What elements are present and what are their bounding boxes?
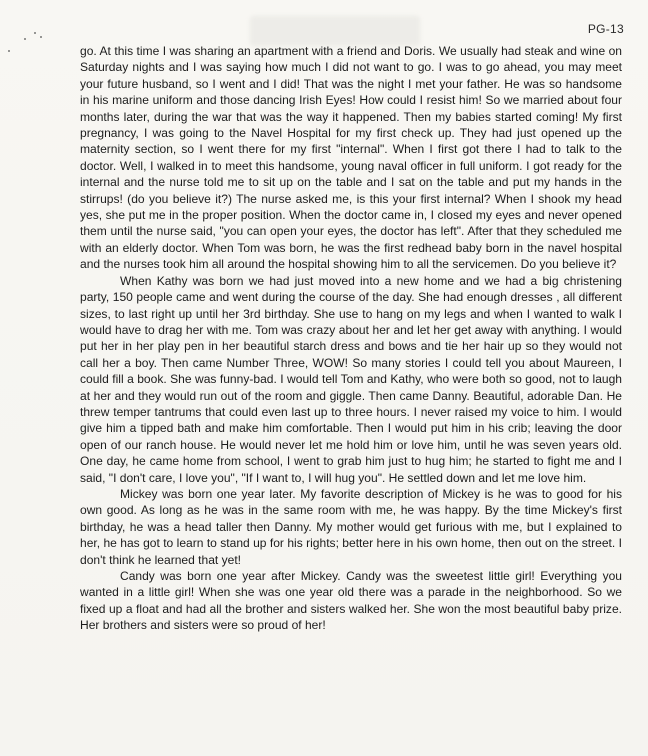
paragraph: Mickey was born one year later. My favorite description of Mickey is he was to good for his own good. As long as he was in the same room with me, he was happy. By the time Mickey's first birthday, he was a head taller then Danny. My mother would get furious with me, but I explained to her, he has got to learn to stand up for his rights; better here in his own home, then out on the street. I don't think he learned that yet! xyxy=(80,486,622,567)
scan-speck xyxy=(34,32,36,34)
paragraph: When Kathy was born we had just moved into a new home and we had a big christening party, 150 people came and went during the course of the day. She had enough dresses , all different sizes, to last right up until her 3rd birthday. She use to hang on my legs and when I wanted to walk I would have to drag her with me. Tom was crazy about her and let her get away with anything. I would put her in her play pen in her beautiful starch dress and bows and tie her hair up so they would not call her a boy. Then came Number Three, WOW! So many stories I could tell you about Maureen, I could fill a book. She was funny-bad. I would tell Tom and Kathy, who were both so good, not to laugh at her and they would run out of the room and giggle. Then came Danny. Beautiful, adorable Dan. He threw temper tantrums that could even last up to three hours. I never raised my voice to him. I would give him a tipped bath and make him comfortable. Then I would put him in his crib; leaving the door open of our ranch house. He would never let me hold him or love him, until he was seven years old. One day, he came home from school, I went to grab him just to hug him; he started to fight me and I said, "I don't care, I love you", "If I want to, I will hug you". He settled down and let me love him. xyxy=(80,273,622,485)
paragraph: Candy was born one year after Mickey. Candy was the sweetest little girl! Everything you wanted in a little girl! When she was one year old there was a parade in the neighborhood. So we fixed up a float and had all the brother and sisters walked her. She won the most beautiful baby prize. Her brothers and sisters were so proud of her! xyxy=(80,569,622,633)
paragraph: go. At this time I was sharing an apartment with a friend and Doris. We usually had steak and wine on Saturday nights and I was saying how much I did not want to go. I was to go ahead, you may meet your future husband, so I went and I did! That was the night I met your father. He was so handsome in his marine uniform and those dancing Irish Eyes! How could I resist him! So we married about four months later, during the war that was the way it happened. Then my babies started coming! My first pregnancy, I was going to the Navel Hospital for my first check up. They had just opened up the maternity section, so I went there for my first "internal". When I first got there I had to talk to the doctor. Well, I walked in to meet this handsome, young naval officer in full uniform. I got ready for the internal and the nurse told me to sit up on the table and I sat on the table and put my hands in the stirrups! (do you believe it?) The nurse asked me, is this your first internal? When I shook my head yes, she put me in the proper position. When the doctor came in, I closed my eyes and never opened them until the nurse said, "you can open your eyes, the doctor has left". After that they scheduled me with an elderly doctor. When Tom was born, he was the first redhead baby born in the navel hospital and the nurses took him all around the hospital showing him to all the servicemen. Do you believe it? xyxy=(80,44,622,272)
page-number: PG-13 xyxy=(587,22,624,36)
scan-speck xyxy=(8,50,10,52)
scan-speck xyxy=(40,36,42,38)
scan-speck xyxy=(24,38,26,40)
faded-title-bleedthrough xyxy=(250,16,420,46)
body-text xyxy=(80,43,622,634)
